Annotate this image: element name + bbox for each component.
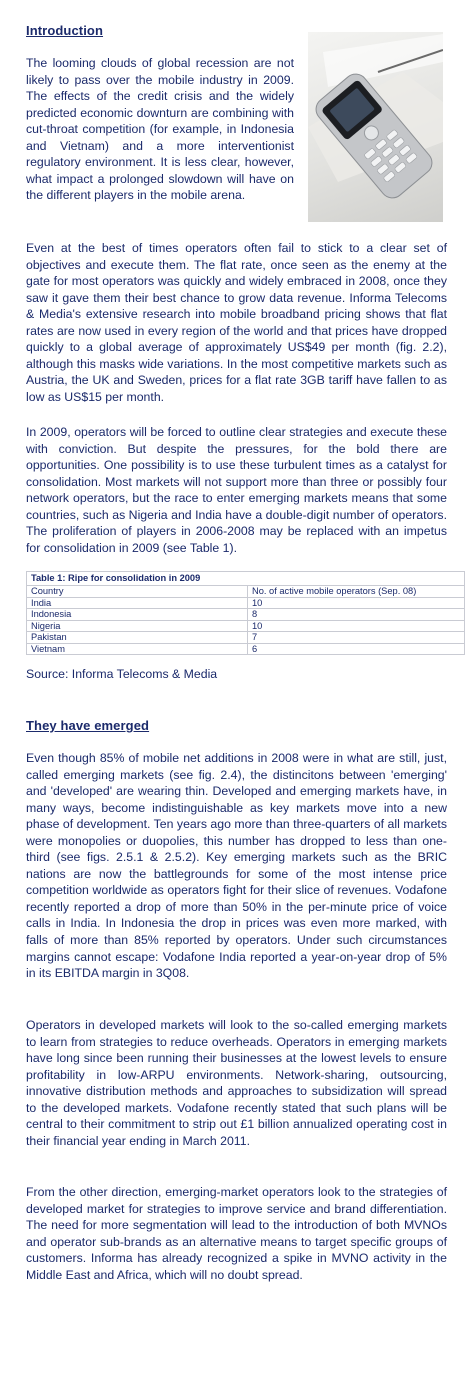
mobile-phone-photo (308, 32, 443, 222)
table-header-country: Country (27, 586, 248, 597)
table-row (27, 608, 464, 620)
table-header-row (27, 585, 464, 597)
table-cell-country: Pakistan (27, 632, 248, 643)
table-source: Source: Informa Telecoms & Media (26, 667, 218, 681)
emerged-paragraph-2: Operators in developed markets will look to the so-called emerging markets to learn from strategies to reduce overheads. Operators in emerging markets have long since been running their businesses at the lowest levels to ensure profitability in low-ARPU environments. Network-sharing, outsourcing, innovative distribution methods and approaches to subsidization will spread to the developed markets. Vodafone recently stated that such plans will be central to their commitment to strip out £1 billion annualized operating cost in their financial year ending in March 2011. (26, 1018, 447, 1148)
consolidation-table (26, 571, 465, 655)
table-row (27, 631, 464, 643)
table-cell-country: India (27, 598, 248, 609)
table-row (27, 643, 464, 655)
table-cell-operators: 10 (252, 620, 263, 631)
emerged-heading: They have emerged (26, 718, 150, 733)
emerged-paragraph-1: Even though 85% of mobile net additions in 2008 were in what are still, just, called emerging markets (see fig. 2.4), the distincitons between 'emerging' and 'developed' are wearing thin. Developed and emerging markets have, in many ways, become indistinguishable as key markets move into a new phase of development. Ten years ago more than three-quarters of all markets were monopolies or duopolies, this number has dropped to less than one-third (see figs. 2.5.1 & 2.5.2). Key emerging markets such as the BRIC nations are now the battlegrounds for some of the most intense price competition worldwide as operators fight for their slice of revenues. Vodafone recently reported a drop of more than 50% in the per-minute price of voice calls in India. In Indonesia the drop in prices was even more marked, with falls of more than 85% reported by operators. Under such circumstances margins cannot escape: Vodafone India reported a year-on-year drop of 5% in its EBITDA margin in 3Q08. (26, 751, 447, 981)
phone-illustration (308, 32, 443, 222)
table-row (27, 620, 464, 632)
intro-paragraph-3: In 2009, operators will be forced to outline clear strategies and execute these with conviction. But despite the pressures, for the bold there are opportunities. One possibility is to use these turbulent times as a catalyst for consolidation. Most markets will not support more than three or possibly four network operators, but the race to enter emerging markets means that some countries, such as Nigeria and India have a double-digit number of operators. The proliferation of players in 2006-2008 may be replaced with an impetus for consolidation in 2009 (see Table 1). (26, 425, 447, 555)
intro-heading: Introduction (26, 23, 104, 38)
intro-paragraph-1: The looming clouds of global recession are not likely to pass over the mobile industry in 2009. The effects of the credit crisis and the widely predicted economic downturn are combining with cut-throat competition (for example, in Indonesia and Vietnam) and a more interventionist regulatory environment. It is less clear, however, what impact a prolonged slowdown will have on the different players in the mobile arena. (26, 56, 294, 203)
table-header-operators: No. of active mobile operators (Sep. 08) (252, 586, 417, 596)
table-cell-operators: 6 (252, 643, 258, 654)
table-cell-operators: 8 (252, 609, 258, 619)
table-title: Table 1: Ripe for consolidation in 2009 (31, 573, 201, 583)
emerged-paragraph-3: From the other direction, emerging-market operators look to the strategies of developed market for strategies to improve service and brand differentiation. The need for more segmentation will lead to the introduction of both MVNOs and operator sub-brands as an alternative means to target specific groups of customers. Informa has already recognized a spike in MVNO activity in the Middle East and Africa, which will no doubt spread. (26, 1185, 447, 1282)
intro-paragraph-2: Even at the best of times operators often fail to stick to a clear set of objectives and execute them. The flat rate, once seen as the enemy at the gate for most operators was quickly and widely embraced in 2008, once they saw it gave them their best chance to grow data revenue. Informa Telecoms & Media's extensive research into mobile broadband pricing shows that flat rates are now used in every region of the world and that prices have dropped quickly to a global average of approximately US$49 per month (fig. 2.2), although this masks wide variations. In the most competitive markets such as Austria, the UK and Sweden, prices for a flat rate 3GB tariff have fallen to as low as US$15 per month. (26, 241, 447, 404)
table-cell-operators: 10 (252, 597, 263, 608)
table-cell-country: Indonesia (27, 609, 248, 620)
table-cell-operators: 7 (252, 632, 258, 642)
table-cell-country: Nigeria (27, 621, 248, 632)
table-cell-country: Vietnam (27, 644, 248, 655)
table-row (27, 597, 464, 609)
